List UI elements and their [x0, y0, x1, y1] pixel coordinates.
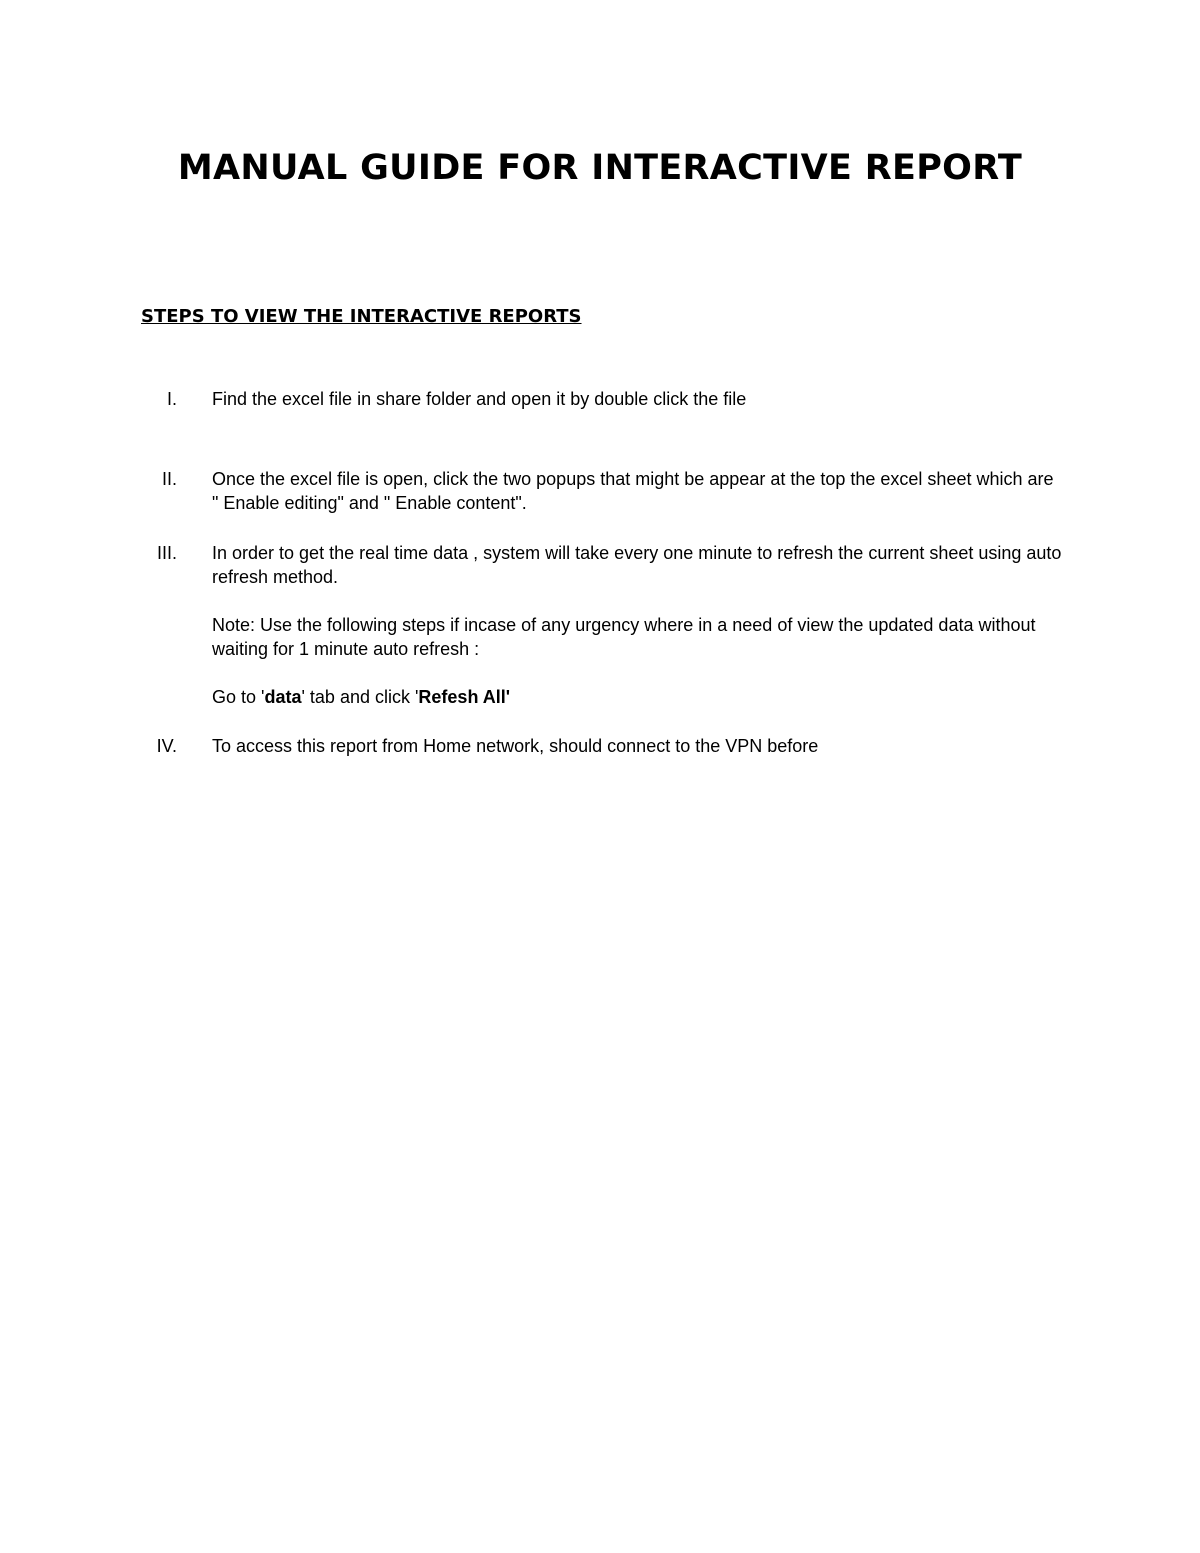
step-text: To access this report from Home network, should connect to the VPN before: [212, 736, 819, 756]
instruction-button-name: Refesh All: [418, 687, 506, 707]
step-instruction: [212, 685, 1062, 709]
instruction-prefix: Go to ': [212, 687, 265, 707]
step-numeral: IV.: [156, 736, 177, 756]
step-text: Once the excel file is open, click the two popups that might be appear at the top the excel sheet which are " Enable editing" and " Enable content".: [212, 469, 1054, 513]
instruction-middle: ' tab and click ': [301, 687, 419, 707]
document-title: MANUAL GUIDE FOR INTERACTIVE REPORT: [177, 148, 1023, 188]
section-heading: STEPS TO VIEW THE INTERACTIVE REPORTS: [141, 306, 582, 327]
step-text: In order to get the real time data , system will take every one minute to refresh the current sheet using auto refresh method.: [212, 543, 1062, 587]
step-body: [212, 387, 1062, 411]
step-body: [212, 734, 1062, 758]
step-numeral: II.: [161, 469, 177, 489]
step-note: Note: Use the following steps if incase of any urgency where in a need of view the updated data without waiting for 1 minute auto refresh :: [212, 615, 1036, 659]
step-body: [212, 467, 1062, 515]
step-numeral: I.: [166, 389, 177, 409]
instruction-tab-name: data: [264, 687, 302, 707]
step-numeral: III.: [156, 543, 177, 563]
step-body: [212, 541, 1062, 709]
step-text: Find the excel file in share folder and open it by double click the file: [212, 389, 747, 409]
instruction-suffix: ': [505, 687, 511, 707]
